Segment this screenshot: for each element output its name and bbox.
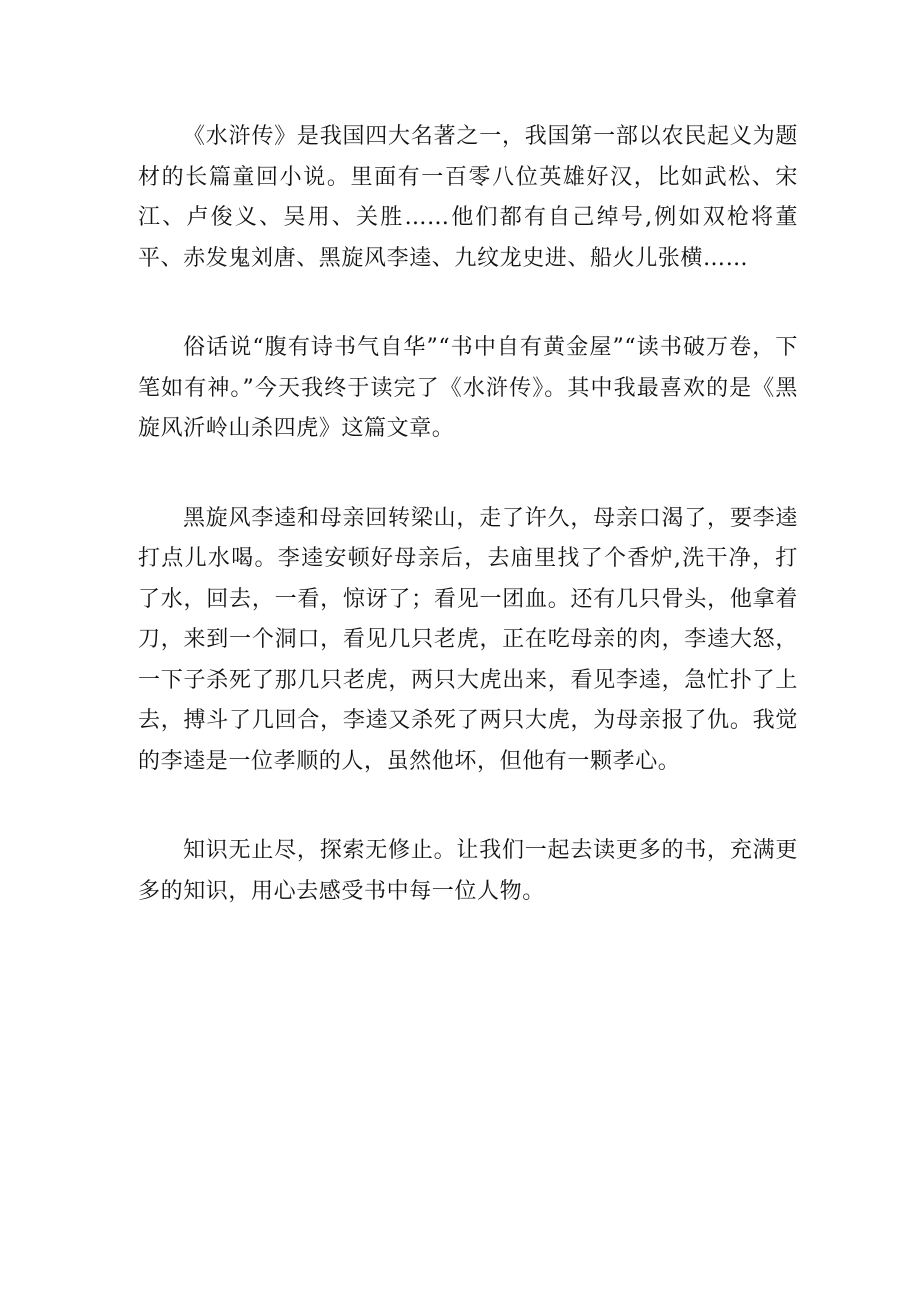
- paragraph-saying: 俗话说“腹有诗书气自华”“书中自有黄金屋”“读书破万卷，下笔如有神。”今天我终于读完了《水浒传》。其中我最喜欢的是《黑旋风沂岭山杀四虎》这篇文章。: [138, 335, 798, 441]
- paragraph-conclusion: 知识无止尽，探索无修止。让我们一起去读更多的书，充满更多的知识，用心去感受书中每一位人物。: [138, 838, 798, 904]
- paragraph-intro: 《水浒传》是我国四大名著之一，我国第一部以农民起义为题材的长篇童回小说。里面有一百零八位英雄好汉，比如武松、宋江、卢俊义、吴用、关胜……他们都有自己绰号,例如双枪将董平、赤发鬼刘唐、黑旋风李逵、九纹龙史进、船火儿张横……: [138, 124, 798, 271]
- essay-body: [138, 117, 798, 961]
- paragraph-story: 黑旋风李逵和母亲回转梁山，走了许久，母亲口渴了，要李逵打点儿水喝。李逵安顿好母亲后，去庙里找了个香炉,洗干净，打了水，回去，一看，惊讶了；看见一团血。还有几只骨头，他拿着刀，来到一个洞口，看见几只老虎，正在吃母亲的肉，李逵大怒，一下子杀死了那几只老虎，两只大虎出来，看见李逵，急忙扑了上去，搏斗了几回合，李逵又杀死了两只大虎，为母亲报了仇。我觉的李逵是一位孝顺的人，虽然他坏，但他有一颗孝心。: [138, 505, 798, 774]
